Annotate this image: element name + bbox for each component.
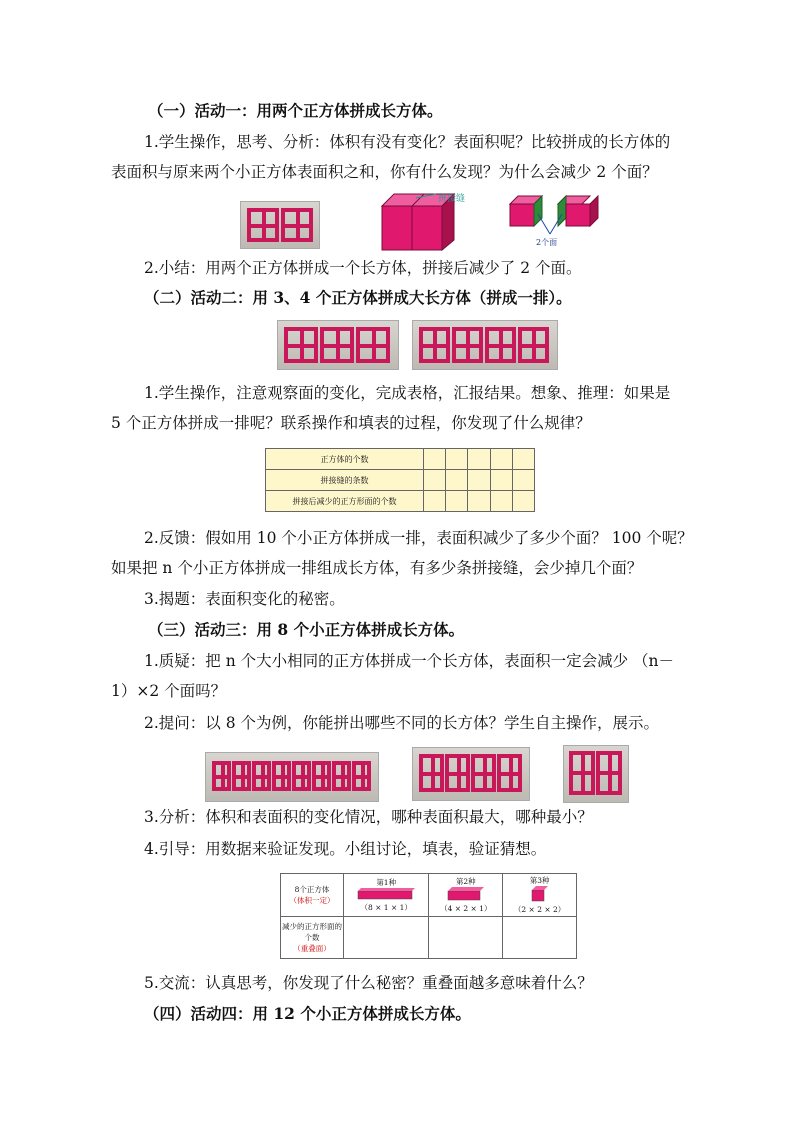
- table-cell[interactable]: [424, 470, 446, 491]
- two-by-two-frame-photo: [563, 745, 629, 803]
- table-row: [266, 491, 535, 512]
- option-cell: [429, 874, 503, 917]
- activity3-guidance: 4.引导：用数据来验证发现。小组讨论，填表，验证猜想。: [144, 840, 547, 858]
- table-cell[interactable]: [344, 917, 429, 959]
- table-cell[interactable]: [468, 470, 490, 491]
- activity3-prompt: 2.提问：以 8 个为例，你能拼出哪些不同的长方体？学生自主操作，展示。: [144, 714, 660, 732]
- row2-sublabel: （重叠面）: [293, 944, 331, 953]
- table-row-label: [281, 917, 344, 959]
- seam-label: 拼接缝: [438, 194, 466, 204]
- table-cell[interactable]: [424, 491, 446, 512]
- option-cell: [344, 874, 429, 917]
- table-row: [266, 470, 535, 491]
- table-cell[interactable]: [468, 449, 490, 470]
- table-cell[interactable]: [424, 449, 446, 470]
- option-dims: （4 × 2 × 1）: [440, 904, 492, 913]
- option-name: 第2种: [455, 877, 476, 886]
- table-cell[interactable]: [446, 449, 468, 470]
- activity2-feedback-line1: 2.反馈：假如用 10 个小正方体拼成一排，表面积减少了多少个面？ 100 个呢？: [144, 529, 693, 547]
- table-cell[interactable]: [512, 491, 534, 512]
- activity3-analysis: 3.分析：体积和表面积的变化情况，哪种表面积最大，哪种最小？: [144, 808, 593, 826]
- table-row: [281, 917, 577, 959]
- three-cube-frame-photo: [277, 320, 399, 370]
- table-cell[interactable]: [490, 449, 512, 470]
- table-cell[interactable]: [512, 449, 534, 470]
- activity1-heading: （一）活动一：用两个正方体拼成长方体。: [148, 101, 443, 120]
- activity1-summary: 2.小结：用两个正方体拼成一个长方体，拼接后减少了 2 个面。: [144, 259, 582, 277]
- activity3-discussion: 5.交流：认真思考，你发现了什么秘密？重叠面越多意味着什么？: [144, 974, 593, 992]
- table-cell[interactable]: [429, 917, 503, 959]
- option-cell: [503, 874, 577, 917]
- table-cell[interactable]: [512, 470, 534, 491]
- table-row: [266, 449, 535, 470]
- row1-label: 8个正方体: [294, 885, 330, 894]
- table-row-label: [281, 874, 344, 917]
- two-by-two-prism-icon: [530, 886, 550, 902]
- activity1-paragraph1-line2: 表面积与原来两个小正方体表面积之和，你有什么发现？为什么会减少 2 个面？: [111, 163, 658, 181]
- four-by-two-prism-icon: [446, 887, 486, 901]
- row2-label: 减少的正方形面的个数: [282, 922, 342, 942]
- table-row-label: 拼接缝的条数: [266, 470, 424, 491]
- activity2-feedback-line2: 如果把 n 个小正方体拼成一排组成长方体，有多少条拼接缝，会少掉几个面？: [111, 559, 643, 577]
- activity1-paragraph1-line1: 1.学生操作，思考、分析：体积有没有变化？表面积呢？比较拼成的长方体的: [144, 133, 671, 151]
- eight-cube-options-table: [280, 873, 577, 959]
- activity2-heading: （二）活动二：用 3、4 个正方体拼成大长方体（拼成一排）。: [144, 288, 572, 307]
- row1-sublabel: （体积一定）: [289, 896, 335, 905]
- activity3-heading: （三）活动三：用 8 个小正方体拼成长方体。: [148, 620, 465, 639]
- table-cell[interactable]: [503, 917, 577, 959]
- cube-count-table: [265, 448, 535, 512]
- activity2-paragraph1-line1: 1.学生操作，注意观察面的变化，完成表格，汇报结果。想象、推理：如果是: [144, 384, 671, 402]
- activity2-topic: 3.揭题：表面积变化的秘密。: [144, 590, 345, 608]
- table-row-label: 拼接后减少的正方形面的个数: [266, 491, 424, 512]
- table-cell[interactable]: [490, 470, 512, 491]
- four-cube-frame-photo: [412, 320, 558, 370]
- table-cell[interactable]: [468, 491, 490, 512]
- activity3-question-line2: 1）×2 个面吗？: [111, 682, 227, 700]
- table-cell[interactable]: [446, 491, 468, 512]
- table-cell[interactable]: [490, 491, 512, 512]
- eight-by-one-prism-icon: [356, 888, 416, 900]
- option-dims: （8 × 1 × 1）: [360, 903, 412, 912]
- option-name: 第1种: [376, 878, 397, 887]
- four-by-two-frame-photo: [412, 747, 530, 801]
- option-name: 第3种: [529, 876, 550, 885]
- two-cube-frame-photo: [240, 201, 320, 249]
- option-dims: （2 × 2 × 2）: [513, 905, 566, 914]
- activity2-paragraph1-line2: 5 个正方体拼成一排呢？联系操作和填表的过程，你发现了什么规律？: [111, 414, 591, 432]
- table-row-label: 正方体的个数: [266, 449, 424, 470]
- activity3-question-line1: 1.质疑：把 n 个大小相同的正方体拼成一个长方体，表面积一定会减少 （n－: [144, 652, 675, 670]
- table-cell[interactable]: [446, 470, 468, 491]
- two-faces-label: 2个面: [536, 238, 558, 247]
- eight-by-one-frame-photo: [205, 752, 379, 802]
- activity4-heading: （四）活动四：用 12 个小正方体拼成长方体。: [144, 1004, 471, 1023]
- table-row: [281, 874, 577, 917]
